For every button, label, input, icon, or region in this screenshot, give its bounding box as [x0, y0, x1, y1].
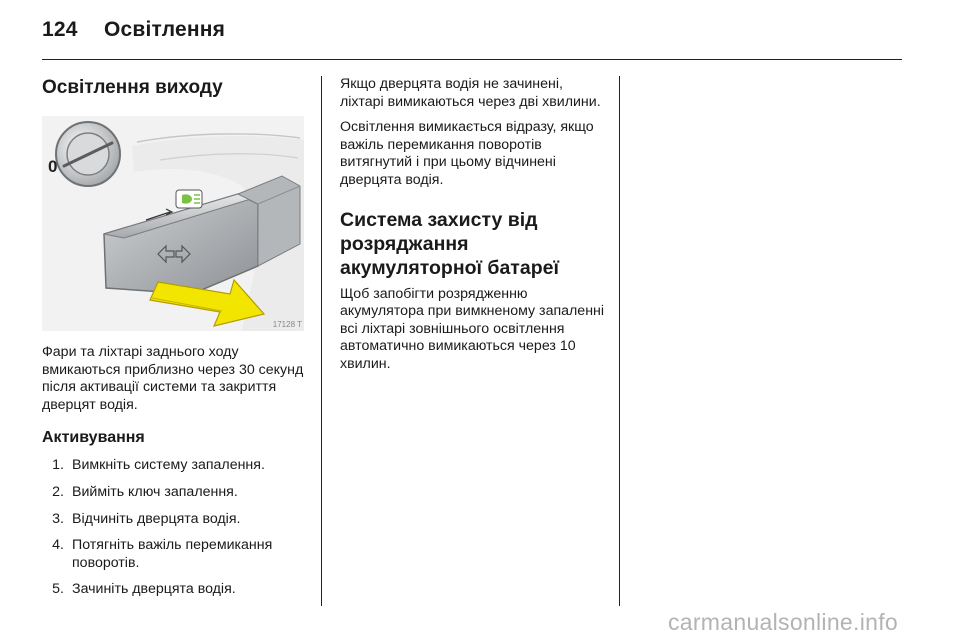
list-item: [42, 581, 306, 599]
page-header-title: Освітлення: [104, 18, 226, 41]
step-text: Вимкніть систему запалення.: [72, 457, 265, 474]
step-text: Зачиніть дверцята водія.: [72, 581, 236, 598]
ignition-zero-label: 0: [48, 157, 58, 176]
instant-off-paragraph: Освітлення вимикається відразу, якщо важіль перемикання поворотів витягнутий і при цьому відчинені дверцята водія.: [340, 119, 594, 188]
list-item: [42, 537, 306, 572]
column-divider: [619, 76, 620, 606]
page-header: [42, 18, 225, 42]
list-item: [42, 511, 306, 529]
lever-drawing: [42, 116, 304, 331]
activation-subtitle: Активування: [42, 429, 145, 447]
watermark: carmanualsonline.info: [667, 609, 898, 635]
door-open-paragraph: Якщо дверцята водія не зачинені, ліхтарі вимикаються через дві хвилини.: [340, 76, 601, 110]
left-column: [42, 76, 306, 608]
step-text: Відчиніть дверцята водія.: [72, 510, 241, 527]
page-number: 124: [42, 18, 78, 41]
section-title-exit-lighting: Освітлення виходу: [42, 77, 223, 98]
step-text: Потягніть важіль перемикання поворотів.: [72, 537, 273, 571]
exit-lighting-intro: Фари та ліхтарі заднього ходу вмикаються приблизно через 30 секунд після активації системи та закриття дверцят водія.: [42, 344, 304, 413]
figure-code: 17128 T: [272, 320, 302, 329]
column-divider: [321, 76, 322, 606]
step-number: 1.: [52, 457, 64, 474]
list-item: [42, 457, 306, 475]
section-title-battery-protection: Система захисту від розряджання акумуляторної батареї: [340, 208, 559, 279]
battery-protection-paragraph: Щоб запобігти розрядженню акумулятора при вимкненому запаленні всі ліхтарі зовнішнього освітлення автоматично вимикаються через 10 хвилин.: [340, 285, 605, 372]
step-number: 3.: [52, 510, 64, 527]
header-rule: [42, 59, 902, 60]
right-column: [340, 76, 605, 374]
activation-steps: [42, 457, 306, 599]
step-number: 4.: [52, 537, 64, 554]
step-number: 2.: [52, 483, 64, 500]
lever-illustration: [42, 116, 304, 331]
list-item: [42, 484, 306, 502]
step-number: 5.: [52, 581, 64, 598]
step-text: Вийміть ключ запалення.: [72, 483, 238, 500]
